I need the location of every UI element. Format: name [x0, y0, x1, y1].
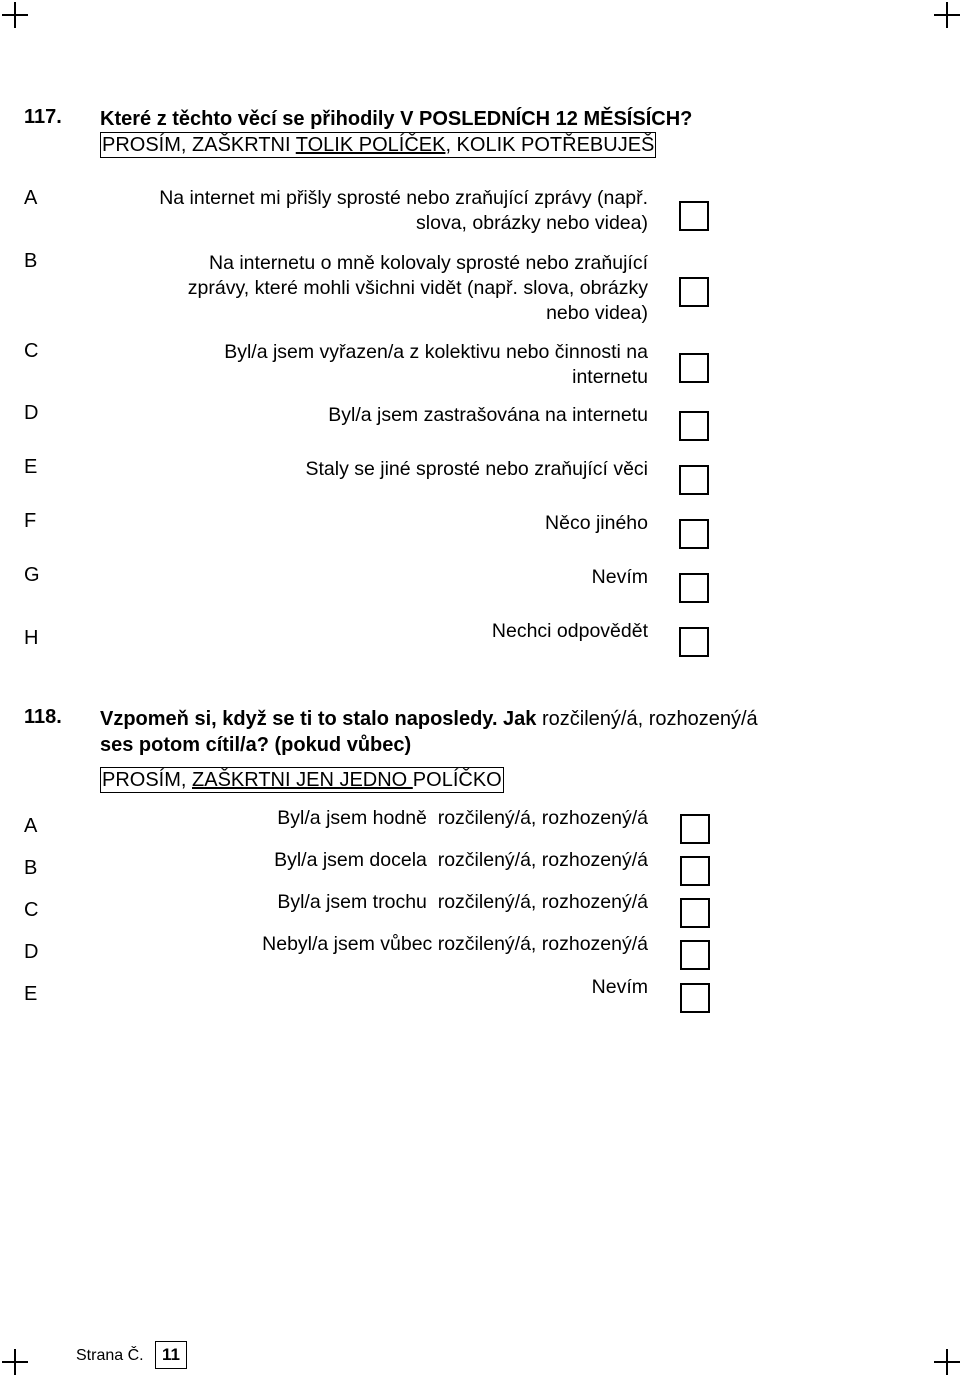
- q117-checkbox-h[interactable]: [679, 627, 709, 657]
- q117-letter-d: D: [24, 402, 39, 424]
- q118-checkbox-e[interactable]: [680, 983, 710, 1013]
- q117-letter-c: C: [24, 340, 39, 362]
- q117-option-f-text: Něco jiného: [545, 512, 648, 534]
- q118-letter-d: D: [24, 941, 39, 963]
- q118-option-b-text: Byl/a jsem docela rozčilený/á, rozhozený/á: [274, 849, 648, 871]
- q117-letter-a: A: [24, 187, 38, 209]
- q118-letter-a: A: [24, 815, 38, 837]
- q118-option-e-text: Nevím: [591, 976, 648, 998]
- q117-checkbox-g[interactable]: [679, 573, 709, 603]
- q117-option-b-text: [188, 251, 648, 326]
- q118-title-line1: [100, 706, 758, 732]
- q117-instruction-pre: PROSÍM, ZAŠKRTNI: [102, 134, 296, 156]
- q118-number: 118.: [24, 706, 62, 728]
- q118-instruction-pre: PROSÍM,: [102, 769, 193, 791]
- q117-option-b-line3: nebo videa): [546, 302, 648, 324]
- q118-option-c-text: Byl/a jsem trochu rozčilený/á, rozhozený/á: [277, 891, 648, 913]
- q118-checkbox-b[interactable]: [680, 856, 710, 886]
- q117-option-a-line1: Na internet mi přišly sprosté nebo zraňující zprávy (např.: [159, 187, 648, 209]
- q118-title-line2-bold: ses potom cítil/a?: [100, 734, 269, 756]
- q117-instruction-underlined: TOLIK POLÍČEK: [295, 134, 446, 156]
- q117-checkbox-f[interactable]: [679, 519, 709, 549]
- q117-letter-f: F: [24, 510, 37, 532]
- q117-instruction-post: , KOLIK POTŘEBUJEŠ: [445, 134, 655, 156]
- q117-option-h-text: Nechci odpovědět: [491, 620, 648, 642]
- q117-option-a-line2: slova, obrázky nebo videa): [416, 212, 648, 234]
- q117-checkbox-b[interactable]: [679, 277, 709, 307]
- q118-checkbox-c[interactable]: [680, 898, 710, 928]
- q117-checkbox-a[interactable]: [679, 201, 709, 231]
- q117-option-c-line2: internetu: [572, 366, 648, 388]
- q118-title: [100, 706, 758, 758]
- q117-option-c-line1: Byl/a jsem vyřazen/a z kolektivu nebo činnosti na: [224, 341, 648, 363]
- q117-title: Které z těchto věcí se přihodily V POSLEDNÍCH 12 MĚSÍSÍCH?: [100, 108, 693, 130]
- q117-number: 117.: [24, 106, 62, 128]
- q118-letter-e: E: [24, 983, 38, 1005]
- q118-letter-c: C: [24, 899, 39, 921]
- q118-letter-b: B: [24, 857, 38, 879]
- q117-instruction: [100, 132, 656, 158]
- q117-letter-b: B: [24, 250, 38, 272]
- crop-mark-top-right: [934, 2, 960, 28]
- q118-option-a-text: Byl/a jsem hodně rozčilený/á, rozhozený/á: [277, 807, 648, 829]
- q117-letter-g: G: [24, 564, 40, 586]
- q118-option-d-text: Nebyl/a jsem vůbec rozčilený/á, rozhozený/á: [262, 933, 648, 955]
- q117-option-e-text: Staly se jiné sprosté nebo zraňující věci: [305, 458, 648, 480]
- crop-mark-bottom-left: [2, 1349, 28, 1375]
- q118-checkbox-d[interactable]: [680, 940, 710, 970]
- page-number-label: Strana Č.: [76, 1347, 144, 1364]
- q117-option-b-line2: zprávy, které mohli všichni vidět (např. slova, obrázky: [187, 277, 648, 299]
- q118-title-line2-rest: (pokud vůbec): [268, 734, 412, 756]
- q117-letter-e: E: [24, 456, 38, 478]
- crop-mark-bottom-right: [934, 1349, 960, 1375]
- q118-title-bold: Vzpomeň si, když se ti to stalo naposledy. Jak: [100, 708, 537, 730]
- q118-title-normal: rozčilený/á, rozhozený/á: [536, 708, 758, 730]
- page-number: 11: [155, 1341, 187, 1369]
- q117-checkbox-c[interactable]: [679, 353, 709, 383]
- crop-mark-top-left: [2, 2, 28, 28]
- q117-checkbox-d[interactable]: [679, 411, 709, 441]
- q117-option-b-line1: Na internetu o mně kolovaly sprosté nebo zraňující: [209, 252, 648, 274]
- q118-title-line2: [100, 732, 758, 758]
- q117-option-c-text: [224, 340, 648, 390]
- q117-letter-h: H: [24, 627, 39, 649]
- q117-checkbox-e[interactable]: [679, 465, 709, 495]
- q118-instruction: [100, 767, 504, 793]
- q118-instruction-post: POLÍČKO: [412, 769, 502, 791]
- q117-option-a-text: [159, 186, 648, 236]
- q118-instruction-underlined: ZAŠKRTNI JEN JEDNO: [192, 769, 413, 791]
- q118-checkbox-a[interactable]: [680, 814, 710, 844]
- q117-option-d-text: Byl/a jsem zastrašována na internetu: [328, 404, 648, 426]
- q117-option-g-text: Nevím: [591, 566, 648, 588]
